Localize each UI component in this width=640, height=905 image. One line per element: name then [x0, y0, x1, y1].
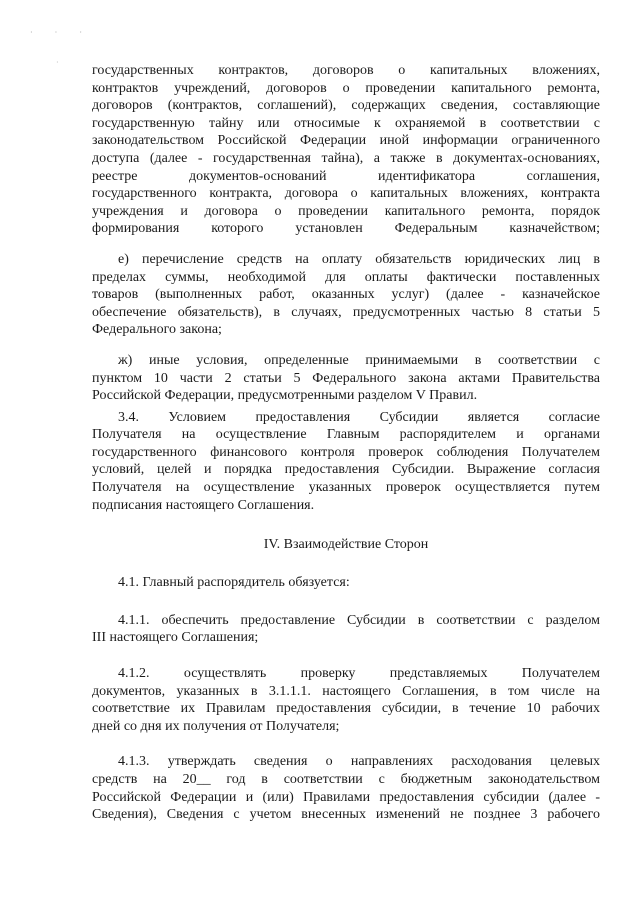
text-line: условий, целей и порядка предоставления Субсидии. Выражение согласия — [92, 462, 600, 478]
text-line: доступа (далее - государственная тайна), а также в документах-основаниях, — [92, 150, 600, 166]
text-line: контрактов учреждений, договоров о проведении капитального ремонта, — [92, 80, 600, 96]
text-line: Получателя на осуществление указанных проверок осуществляется путем — [92, 480, 600, 496]
text-line: ж) иные условия, определенные принимаемыми в соответствии с — [118, 352, 600, 368]
paragraph-4-1-2 — [92, 665, 600, 735]
text-line: 4.1.1. обеспечить предоставление Субсидии в соответствии с разделом — [118, 612, 600, 628]
paragraph-4-1-3 — [92, 753, 600, 823]
text-line: Получателя на осуществление Главным распорядителем и органами — [92, 427, 600, 443]
text-line: дней со дня их получения от Получателя; — [92, 718, 340, 734]
text-line: подписания настоящего Соглашения. — [92, 497, 315, 513]
section-heading: IV. Взаимодействие Сторон — [263, 537, 429, 553]
text-line: договоров (контрактов, соглашений), содержащих сведения, составляющие — [92, 98, 600, 114]
text-line: 3.4. Условием предоставления Субсидии является согласие — [118, 409, 600, 425]
paragraph-contracts — [92, 62, 600, 238]
paragraph-3-4 — [92, 409, 600, 515]
text-line: средств на 20__ год в соответствии с бюджетным законодательством — [92, 772, 600, 787]
text-line: Российской Федерации, предусмотренными разделом V Правил. — [92, 388, 478, 404]
text-line: 4.1.3. утверждать сведения о направлениях расходования целевых — [118, 754, 600, 770]
paragraph-e — [92, 251, 600, 339]
document-body — [92, 62, 600, 824]
paragraph-zh — [92, 352, 600, 405]
text-line: государственного контракта, договора о капитальных вложениях, контракта — [92, 186, 600, 202]
text-line: Сведения), Сведения с учетом внесенных изменений не позднее 3 рабочего — [92, 807, 600, 823]
text-line: товаров (выполненных работ, оказанных услуг) (далее - казначейское — [92, 287, 600, 303]
text-line: государственную тайну или относимые к охраняемой в соответствии с — [92, 115, 600, 131]
text-line: 4.1. Главный распорядитель обязуется: — [118, 575, 350, 591]
scan-artifact: · — [56, 58, 59, 67]
text-line: 4.1.2. осуществлять проверку представляемых Получателем — [118, 666, 600, 682]
text-line: документов, указанных в 3.1.1.1. настоящего Соглашения, в том числе на — [92, 683, 600, 699]
text-line: соответствие их Правилам предоставления субсидии, в течение 10 рабочих — [92, 701, 600, 717]
paragraph-4-1-1 — [92, 612, 600, 647]
text-line: законодательством Российской Федерации иной информации ограниченного — [92, 133, 600, 149]
text-line: обеспечение обязательств), в случаях, предусмотренных частью 8 статьи 5 — [92, 304, 600, 320]
paragraph-4-1 — [92, 574, 600, 592]
text-line: Федерального закона; — [92, 322, 222, 338]
text-line: формирования которого установлен Федеральным казначейством; — [92, 221, 600, 237]
text-line: учреждения и договора о проведении капитального ремонта, порядок — [92, 203, 600, 219]
text-line: государственных контрактов, договоров о капитальных вложениях, — [92, 63, 600, 78]
text-line: пределах суммы, необходимой для оплаты фактически поставленных — [92, 269, 600, 285]
text-line: пунктом 10 части 2 статьи 5 Федерального закона актами Правительства — [92, 370, 600, 386]
text-line: реестре документов-оснований идентификатора соглашения, — [92, 168, 600, 184]
text-line: е) перечисление средств на оплату обязательств юридических лиц в — [118, 251, 600, 267]
text-line: III настоящего Соглашения; — [92, 630, 259, 646]
text-line: государственного финансового контроля проверок соблюдения Получателем — [92, 444, 600, 460]
scan-artifact: · · · — [30, 28, 92, 37]
text-line: Российской Федерации и (или) Правилами предоставления субсидии (далее - — [92, 789, 600, 805]
